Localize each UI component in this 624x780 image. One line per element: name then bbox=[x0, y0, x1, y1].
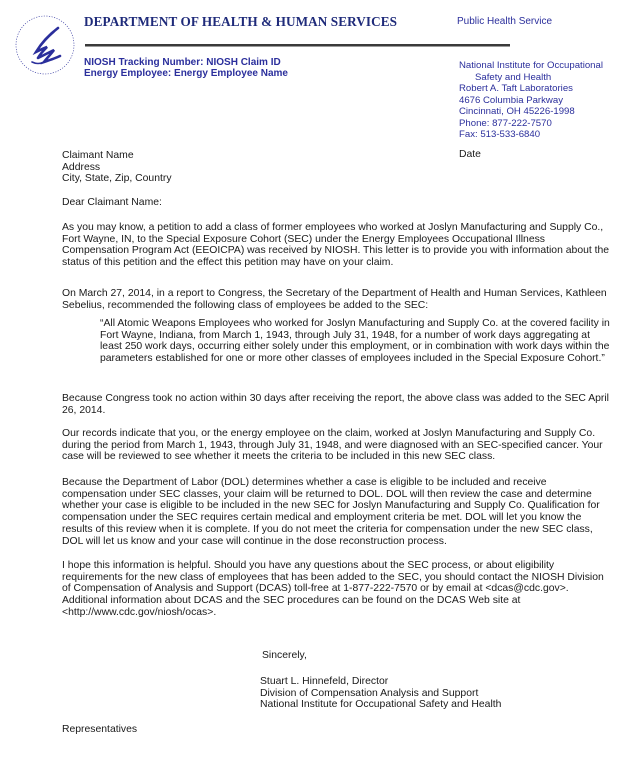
signatory-name: Stuart L. Hinnefeld, Director bbox=[260, 676, 389, 687]
return-address-line: National Institute for Occupational bbox=[459, 60, 603, 71]
recipient-city-line: City, State, Zip, Country bbox=[62, 173, 172, 185]
signatory-institute: National Institute for Occupational Safety and Health bbox=[260, 699, 502, 711]
department-heading: DEPARTMENT OF HEALTH & HUMAN SERVICES bbox=[84, 14, 398, 29]
tracking-block bbox=[84, 57, 288, 79]
return-address-line: Cincinnati, OH 45226-1998 bbox=[459, 106, 575, 117]
header-divider bbox=[85, 44, 510, 47]
hhs-eagle-seal-icon bbox=[14, 14, 76, 76]
salutation: Dear Claimant Name: bbox=[62, 197, 162, 208]
paragraph-dol: Because the Department of Labor (DOL) determines whether a case is eligible to be included and receive compensation under SEC classes, your claim will be returned to DOL. DOL will then review the case and determine whether your case is eligible to be included in the new SEC for Joslyn Manufacturing and Supply Co. Qualification for compensation under the SEC requires certain medical and employment criteria be met. DOL will let you know the results of this review when it is complete. If you do not meet the criteria for compensation under the new SEC class, DOL will let us know and your case will continue in the dose reconstruction process. bbox=[62, 477, 600, 547]
public-health-service-label: Public Health Service bbox=[457, 16, 553, 27]
recipient-block bbox=[62, 150, 172, 185]
return-address bbox=[459, 60, 603, 141]
energy-employee: Energy Employee: Energy Employee Name bbox=[84, 68, 288, 79]
paragraph-intro: As you may know, a petition to add a class of former employees who worked at Joslyn Manufacturing and Supply Co., Fort Wayne, IN, to the Special Exposure Cohort (SEC) under the Energy Employees Occupational Illness Compensation Program Act (EEOICPA) was received by NIOSH. This letter is to provide you with information about the status of this petition and the effect this petition may have on your claim. bbox=[62, 222, 610, 269]
paragraph-records: Our records indicate that you, or the energy employee on the claim, worked at Joslyn Manufacturing and Supply Co. during the period from March 1, 1943, through July 31, 1948, and were diagnosed with an SEC-specified cancer. Your case will be reviewed to see whether it meets the criteria to be included in this new SEC class. bbox=[62, 428, 603, 463]
tracking-number: NIOSH Tracking Number: NIOSH Claim ID bbox=[84, 57, 281, 68]
paragraph-contact: I hope this information is helpful. Should you have any questions about the SEC process, or about eligibility requirements for the new class of employees that has been added to the SEC, you should contact the NIOSH Division of Compensation of Analysis and Support (DCAS) toll-free at 1-877-222-7570 or by email at <dcas@cdc.gov>. Additional information about DCAS and the SEC procedures can be found on the DCAS Web site at <http://www.cdc.gov/niosh/ocas>. bbox=[62, 560, 604, 618]
paragraph-report: On March 27, 2014, in a report to Congress, the Secretary of the Department of Health and Human Services, Kathleen Sebelius, recommended the following class of employees be added to the SEC: bbox=[62, 288, 607, 311]
closing: Sincerely, bbox=[262, 650, 307, 661]
return-address-fax: Fax: 513-533-6840 bbox=[459, 129, 541, 140]
paragraph-congress: Because Congress took no action within 30 days after receiving the report, the above class was added to the SEC April 26, 2014. bbox=[62, 393, 609, 416]
date-field: Date bbox=[459, 149, 481, 160]
return-address-line: Safety and Health bbox=[475, 71, 552, 83]
recipient-name: Claimant Name bbox=[62, 150, 134, 161]
cc-representatives: Representatives bbox=[62, 724, 138, 735]
recipient-address: Address bbox=[62, 161, 101, 173]
return-address-line: Robert A. Taft Laboratories bbox=[459, 83, 573, 94]
return-address-phone: Phone: 877-222-7570 bbox=[459, 117, 552, 129]
class-definition-quote: “All Atomic Weapons Employees who worked for Joslyn Manufacturing and Supply Co. at the covered facility in Fort Wayne, Indiana, from March 1, 1943, through July 31, 1948, for a number of work days aggregating at least 250 work days, occurring either solely under this employment, or in combination with work days within the parameters established for one or more other classes of employees included in the Special Exposure Cohort.” bbox=[100, 318, 610, 365]
return-address-line: 4676 Columbia Parkway bbox=[459, 94, 563, 106]
signatory-division: Division of Compensation Analysis and Support bbox=[260, 687, 479, 699]
signature-block bbox=[260, 676, 501, 711]
